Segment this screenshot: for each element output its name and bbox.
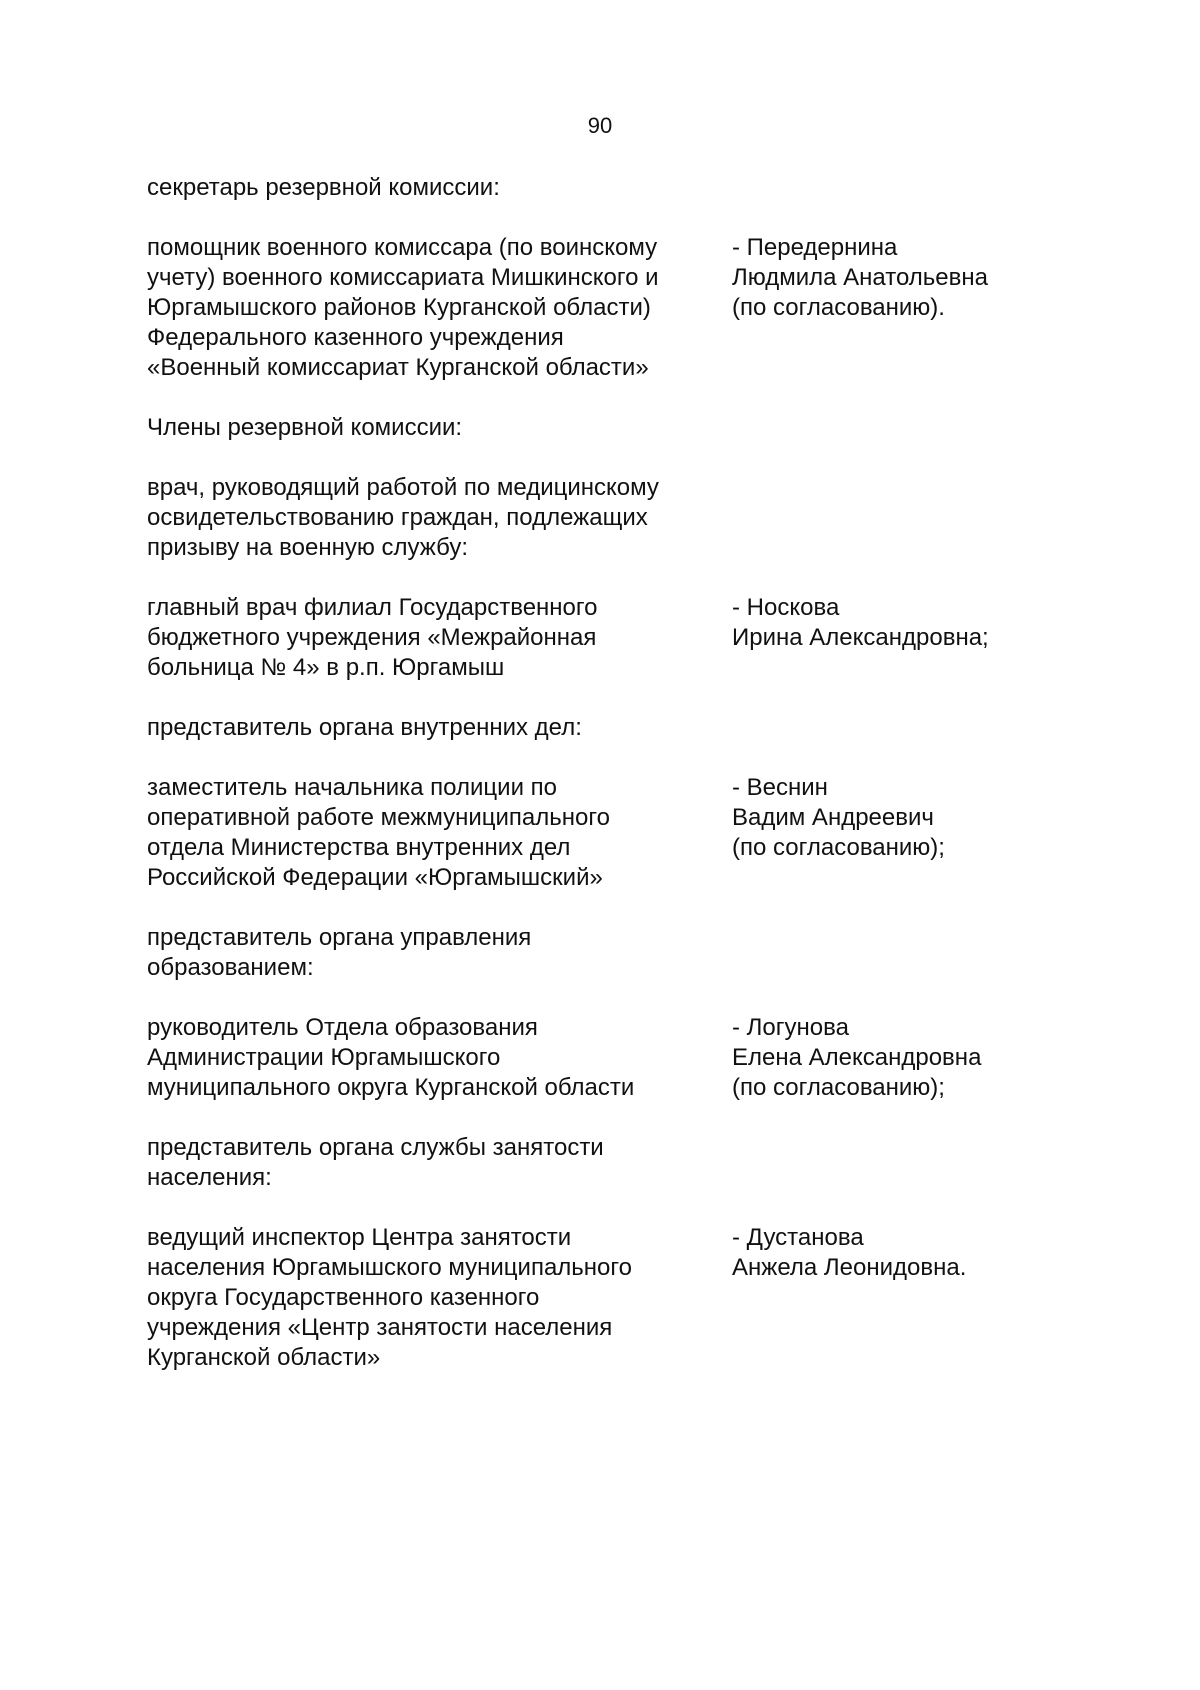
member-role: ведущий инспектор Центра занятости населения Юргамышского муниципального округа Государственного казенного учреждения «Центр занятости населения Курганской области» xyxy=(147,1224,632,1371)
member-role: руководитель Отдела образования Администрации Юргамышского муниципального округа Курганской области xyxy=(147,1014,635,1101)
member-entry-employment xyxy=(147,1223,1047,1373)
member-name: - Дустанова Анжела Леонидовна. xyxy=(732,1224,967,1281)
spacer xyxy=(147,1193,1047,1223)
member-entry-police xyxy=(147,773,1047,893)
commission-list xyxy=(147,173,1047,1373)
spacer xyxy=(147,203,1047,233)
section-heading-employment: представитель органа службы занятости населения: xyxy=(147,1134,604,1191)
section-heading-members: Члены резервной комиссии: xyxy=(147,414,463,441)
member-entry-doctor xyxy=(147,593,1047,683)
member-name: - Веснин Вадим Андреевич (по согласованию); xyxy=(732,774,945,861)
spacer xyxy=(147,383,1047,413)
member-entry-secretary xyxy=(147,233,1047,383)
section-heading-secretary: секретарь резервной комиссии: xyxy=(147,174,500,201)
member-name: - Передернина Людмила Анатольевна (по согласованию). xyxy=(732,234,988,321)
spacer xyxy=(147,443,1047,473)
member-name: - Носкова Ирина Александровна; xyxy=(732,594,989,651)
section-heading-doctor: врач, руководящий работой по медицинскому освидетельствованию граждан, подлежащих призыву на военную службу: xyxy=(147,474,659,561)
member-entry-education xyxy=(147,1013,1047,1103)
spacer xyxy=(147,1103,1047,1133)
spacer xyxy=(147,563,1047,593)
section-heading-police: представитель органа внутренних дел: xyxy=(147,714,582,741)
spacer xyxy=(147,683,1047,713)
spacer xyxy=(147,893,1047,923)
page-number: 90 xyxy=(587,113,613,138)
member-role: помощник военного комиссара (по воинскому учету) военного комиссариата Мишкинского и Юргамышского районов Курганской области) Федерального казенного учреждения «Военный комиссариат Курганской области» xyxy=(147,234,659,381)
section-heading-education: представитель органа управления образованием: xyxy=(147,924,532,981)
member-role: заместитель начальника полиции по оперативной работе межмуниципального отдела Министерства внутренних дел Российской Федерации «Юргамышский» xyxy=(147,774,610,891)
member-role: главный врач филиал Государственного бюджетного учреждения «Межрайонная больница № 4» в р.п. Юргамыш xyxy=(147,594,598,681)
spacer xyxy=(147,743,1047,773)
member-name: - Логунова Елена Александровна (по согласованию); xyxy=(732,1014,982,1101)
spacer xyxy=(147,983,1047,1013)
